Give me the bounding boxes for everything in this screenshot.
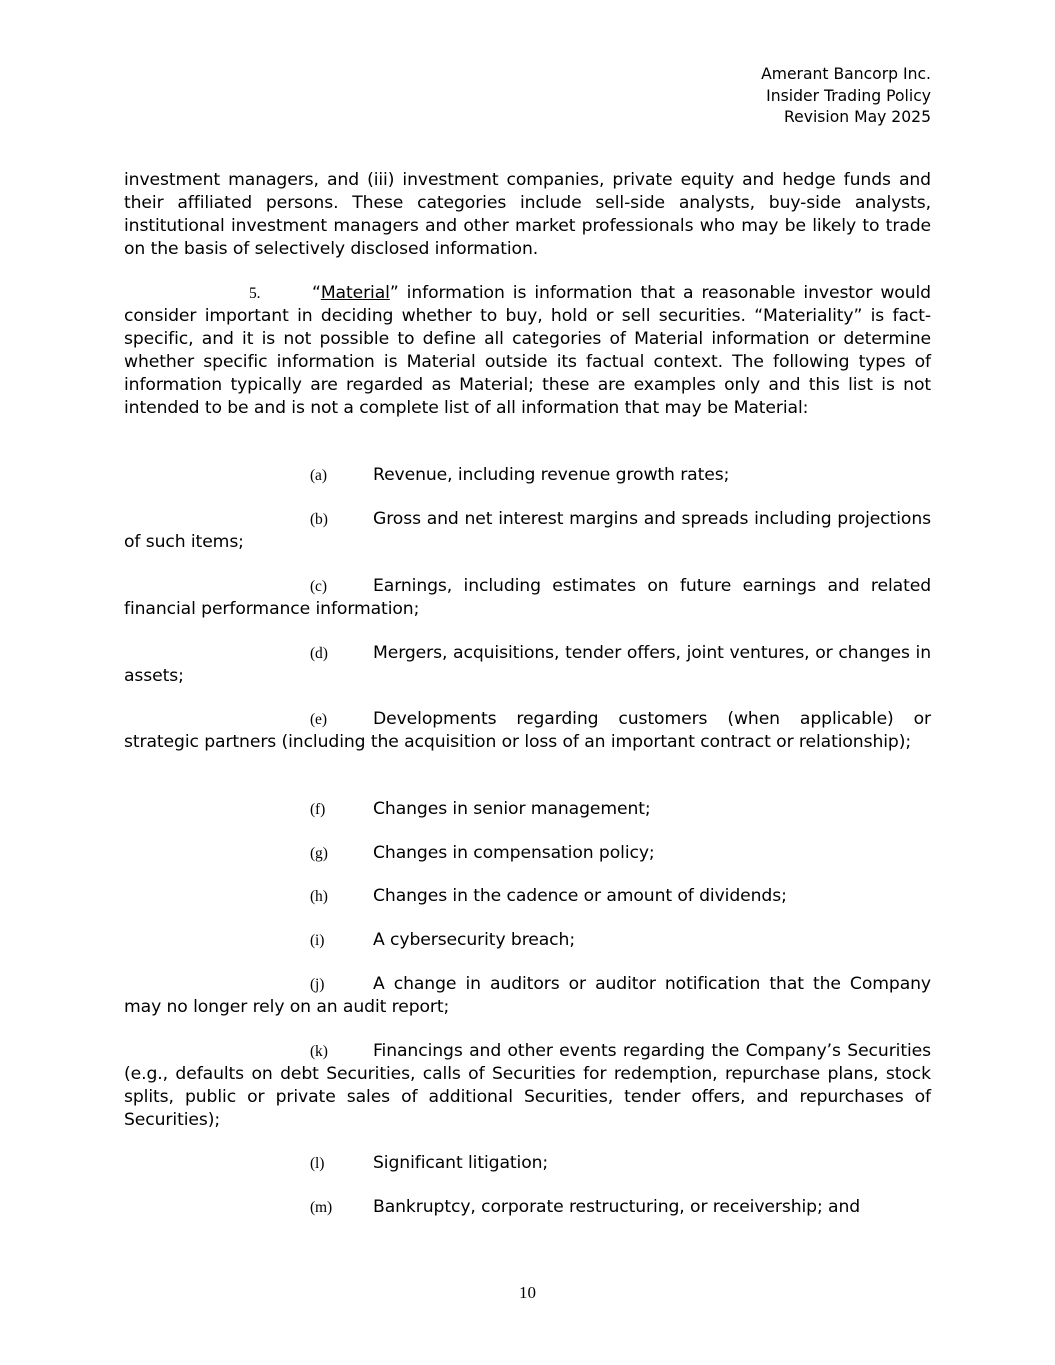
list-item <box>124 798 931 821</box>
item-label: (m) <box>310 1199 333 1216</box>
item-label: (f) <box>310 801 326 818</box>
item-text: Mergers, acquisitions, tender offers, joint ventures, or changes in assets; <box>124 643 931 686</box>
section-number: 5. <box>249 285 261 302</box>
open-quote: “ <box>312 283 321 303</box>
item-text: Earnings, including estimates on future earnings and related financial performance information; <box>124 576 931 619</box>
item-label: (b) <box>310 511 328 528</box>
item-text: A change in auditors or auditor notification that the Company may no longer rely on an audit report; <box>124 974 931 1017</box>
item-label: (g) <box>310 845 328 862</box>
defined-term-material: Material <box>320 283 390 303</box>
revision-date: Revision May 2025 <box>783 108 931 126</box>
list-item <box>124 1196 931 1219</box>
page-number: 10 <box>519 1283 536 1302</box>
item-text: Changes in senior management; <box>373 799 651 819</box>
item-label: (i) <box>310 932 325 949</box>
section-5-paragraph <box>124 282 931 420</box>
document-header <box>761 64 931 129</box>
section-5-text: ” information is information that a reasonable investor would consider important in deciding whether to buy, hold or sell securities. “Materiality” is fact-specific, and it is not possible to define all categories of Material information or determine whether specific information is Material outside its factual context. The following types of information typically are regarded as Material; these are examples only and this list is not intended to be and is not a complete list of all information that may be Material: <box>124 283 931 418</box>
list-item <box>124 508 931 554</box>
item-label: (e) <box>310 711 327 728</box>
item-text: Developments regarding customers (when applicable) or strategic partners (including the acquisition or loss of an important contract or relationship); <box>124 709 931 752</box>
item-label: (d) <box>310 645 328 662</box>
policy-title: Insider Trading Policy <box>766 86 931 105</box>
list-item <box>124 642 931 688</box>
item-text: Financings and other events regarding the Company’s Securities (e.g., defaults on debt Securities, calls of Securities for redemption, repurchase plans, stock splits, public or private sales of additional Securities, tender offers, and repurchases of Securities); <box>124 1041 931 1130</box>
item-text: Gross and net interest margins and spreads including projections of such items; <box>124 509 931 552</box>
list-item <box>124 1152 931 1175</box>
item-label: (j) <box>310 976 325 993</box>
list-item <box>124 575 931 621</box>
item-label: (h) <box>310 888 328 905</box>
item-text: Changes in compensation policy; <box>373 843 655 863</box>
list-item <box>124 708 931 754</box>
list-item <box>124 929 931 952</box>
item-text: A cybersecurity breach; <box>373 930 576 950</box>
item-label: (a) <box>310 467 327 484</box>
item-text: Changes in the cadence or amount of dividends; <box>373 886 787 906</box>
item-text: Bankruptcy, corporate restructuring, or receivership; and <box>373 1197 861 1217</box>
continuation-paragraph: investment managers, and (iii) investment companies, private equity and hedge funds and their affiliated persons. These categories include sell-side analysts, buy-side analysts, institutional investment managers and other market professionals who may be likely to trade on the basis of selectively disclosed information. <box>124 170 931 259</box>
company-name: Amerant Bancorp Inc. <box>761 65 931 83</box>
item-label: (c) <box>310 578 327 595</box>
list-item <box>124 842 931 865</box>
list-item <box>124 1040 931 1132</box>
list-item <box>124 885 931 908</box>
list-item <box>124 973 931 1019</box>
item-text: Revenue, including revenue growth rates; <box>373 465 730 485</box>
list-item <box>124 464 931 487</box>
item-label: (k) <box>310 1043 328 1060</box>
item-label: (l) <box>310 1155 325 1172</box>
item-text: Significant litigation; <box>373 1153 549 1173</box>
